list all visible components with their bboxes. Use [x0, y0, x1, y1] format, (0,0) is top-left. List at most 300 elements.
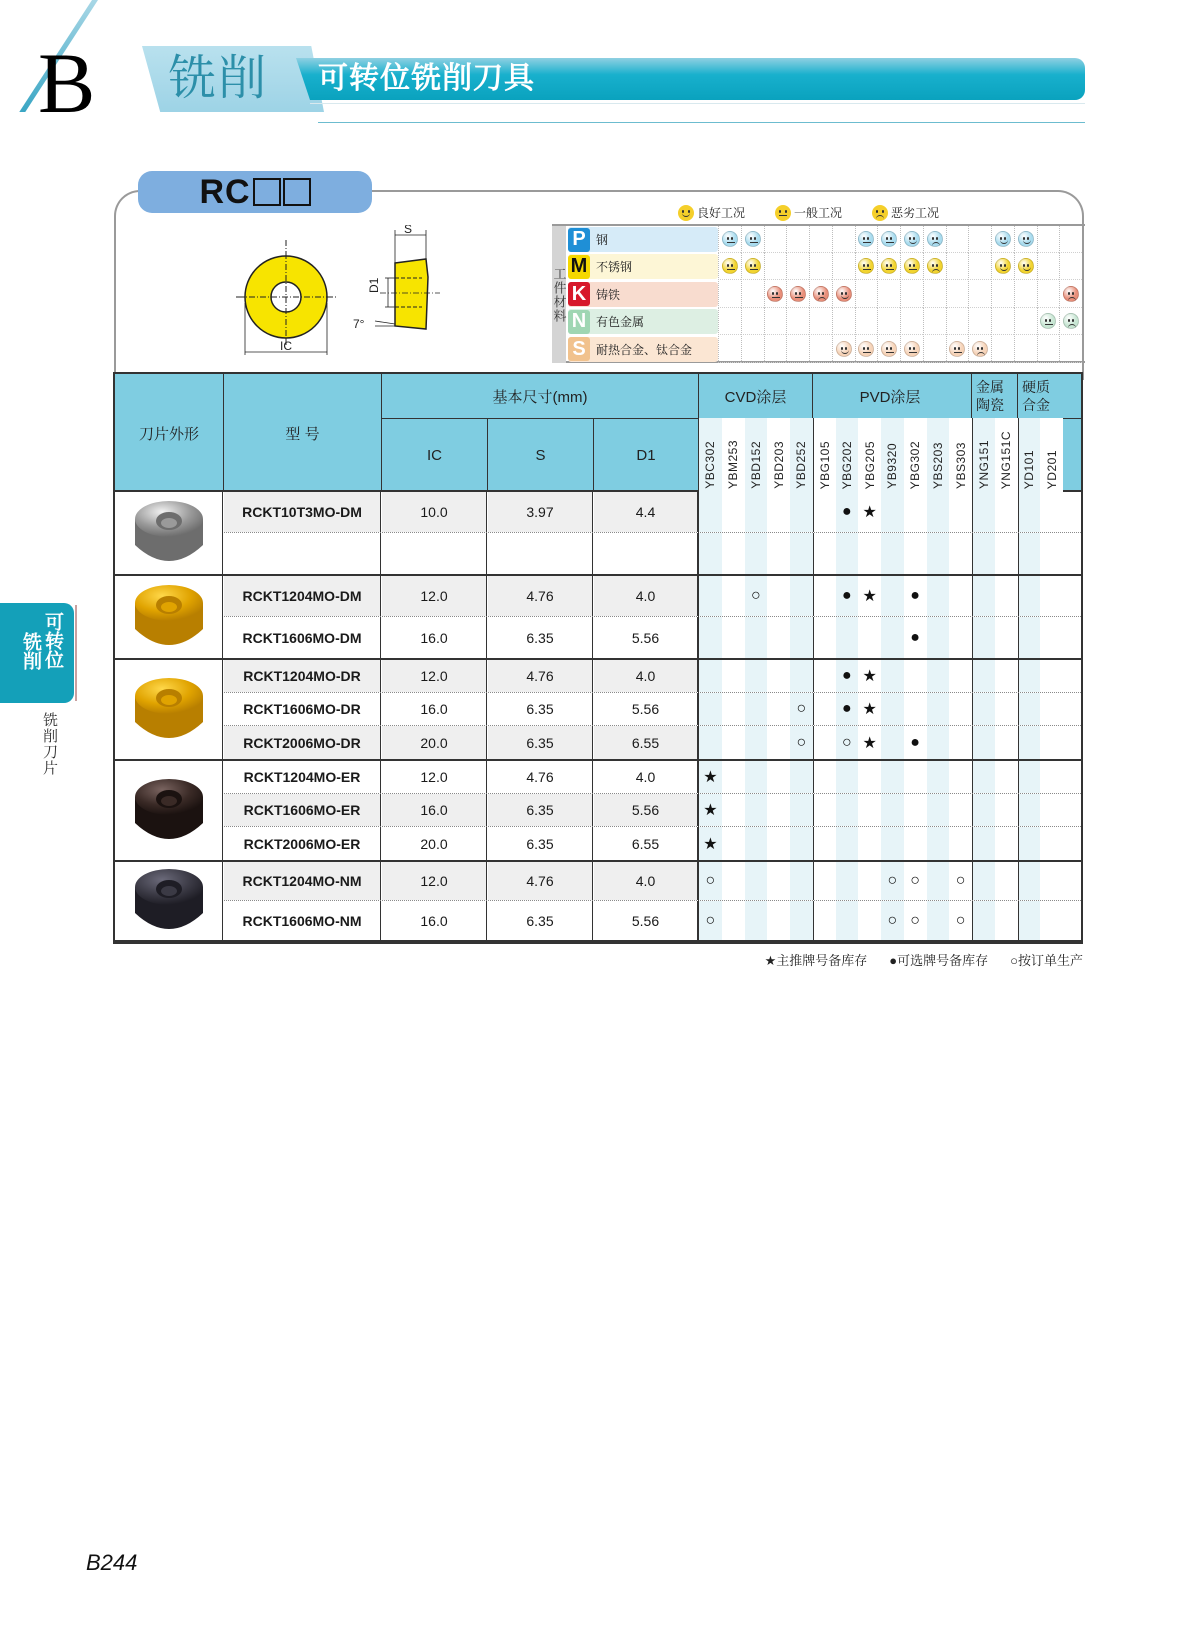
grade-mark-cell: ○: [790, 693, 813, 725]
svg-text:7°: 7°: [353, 317, 365, 331]
material-grade-cell: [764, 308, 787, 335]
ok-face-icon: [775, 205, 791, 221]
table-row[interactable]: [115, 533, 1081, 574]
ok-face-icon: [858, 341, 874, 357]
material-name-cell: [568, 309, 718, 334]
legend-main-stock: ★主推牌号备库存: [764, 953, 868, 968]
model-cell: RCKT1606MO-ER: [224, 794, 381, 826]
material-label: 有色金属: [596, 315, 645, 330]
grade-mark-cell: [722, 576, 745, 616]
grade-mark-cell: [699, 617, 722, 658]
ok-face-icon: [881, 341, 897, 357]
grade-mark-cell: [813, 726, 836, 759]
grade-mark-cell: [881, 492, 904, 532]
table-row[interactable]: [115, 761, 1081, 794]
material-grade-cell: [855, 253, 878, 280]
insert-photo-icon: [129, 674, 209, 746]
grade-mark-cell: [972, 726, 995, 759]
model-cell: RCKT1606MO-DM: [224, 617, 381, 658]
insert-spec-table: [113, 372, 1083, 944]
grade-header-ybc302: YBC302: [699, 418, 722, 492]
material-name-cell: [568, 337, 718, 362]
material-grade-cell: [900, 308, 923, 335]
grade-mark-cell: [972, 576, 995, 616]
material-grade-cell: [1014, 308, 1037, 335]
material-grade-cell: [1014, 336, 1037, 363]
material-grade-cell: [718, 308, 741, 335]
material-grade-cell: [809, 253, 832, 280]
legend-made-to-order: ○按订单生产: [1010, 953, 1083, 968]
grade-mark-cell: [972, 533, 995, 574]
grade-mark-cell: [722, 827, 745, 860]
material-grade-cell: [923, 336, 946, 363]
grade-mark-cell: ○: [955, 872, 966, 889]
grade-mark-cell: [699, 492, 722, 532]
header-cvd: CVD涂层: [724, 388, 787, 406]
grade-mark-cell: [995, 693, 1018, 725]
grade-mark-cell: [745, 533, 768, 574]
table-header: [115, 374, 1081, 492]
material-grade-cell: [923, 253, 946, 280]
s-cell: [488, 533, 593, 574]
svg-text:D1: D1: [367, 277, 381, 293]
material-grade-cell: [1059, 226, 1082, 253]
grade-mark-cell: [949, 693, 972, 725]
material-grade-cell: [1059, 281, 1082, 308]
material-label: 铸铁: [596, 287, 621, 302]
insert-photo-icon: [129, 865, 209, 937]
material-grade-cell: [923, 226, 946, 253]
s-cell: 6.35: [488, 794, 593, 826]
bad-face-icon: [927, 231, 943, 247]
bad-face-icon: [972, 341, 988, 357]
grade-header-ybg202: YBG202: [836, 418, 859, 492]
grade-mark-cell: ★: [862, 668, 877, 685]
ic-cell: 10.0: [382, 492, 487, 532]
grade-mark-cell: [767, 576, 790, 616]
model-cell: RCKT1204MO-ER: [224, 761, 381, 793]
s-cell: 6.35: [488, 617, 593, 658]
ic-cell: 16.0: [382, 617, 487, 658]
grade-mark-cell: [722, 862, 745, 900]
grade-mark-cell: [722, 726, 745, 759]
grade-mark-cell: [722, 660, 745, 692]
grade-mark-cell: [767, 794, 790, 826]
grade-mark-cell: [1018, 617, 1041, 658]
grade-mark-cell: [745, 617, 768, 658]
s-cell: 4.76: [488, 862, 593, 900]
grade-mark-cell: [1040, 827, 1063, 860]
table-row[interactable]: [115, 726, 1081, 759]
divider: [812, 374, 813, 418]
grade-mark-cell: ★: [862, 701, 877, 718]
grade-mark-cell: [1018, 794, 1041, 826]
ok-face-icon: [722, 231, 738, 247]
grade-mark-cell: [745, 693, 768, 725]
table-row[interactable]: [115, 660, 1081, 693]
material-side-label: 工件材料: [552, 226, 566, 363]
grade-mark-cell: [699, 726, 722, 759]
grade-header-ybd152: YBD152: [745, 418, 768, 492]
divider: [381, 374, 382, 492]
material-grade-cell: [991, 336, 1014, 363]
grade-mark-cell: [1040, 617, 1063, 658]
grade-mark-cell: [722, 492, 745, 532]
grade-mark-cell: [1018, 492, 1041, 532]
material-grade-cell: [1037, 336, 1060, 363]
material-grade-cell: [946, 308, 969, 335]
material-grade-cell: [946, 336, 969, 363]
ok-face-icon: [858, 231, 874, 247]
material-grade-cell: [741, 226, 764, 253]
gold-insert-image: [115, 576, 223, 658]
grade-mark-cell: [858, 761, 881, 793]
material-grade-cell: [832, 336, 855, 363]
material-grade-cell: [923, 281, 946, 308]
grade-mark-cell: [836, 617, 859, 658]
grade-mark-cell: ○: [881, 901, 904, 940]
grade-mark-cell: [881, 576, 904, 616]
banner-underline: [318, 122, 1085, 123]
ok-face-icon: [949, 341, 965, 357]
material-grade-cell: [718, 253, 741, 280]
material-grade-cell: [968, 281, 991, 308]
grade-header-yd101: YD101: [1018, 418, 1041, 492]
table-row[interactable]: [115, 794, 1081, 827]
grade-mark-cell: [1040, 761, 1063, 793]
divider: [593, 418, 594, 492]
grade-mark-cell: [790, 901, 813, 940]
grade-mark-cell: [904, 827, 927, 860]
grade-mark-cell: ★: [699, 761, 722, 793]
insert-group: [115, 862, 1081, 942]
material-grade-cell: [786, 253, 809, 280]
grade-header-yd201: YD201: [1040, 418, 1063, 492]
grade-mark-cell: [813, 617, 836, 658]
grade-mark-cell: [767, 901, 790, 940]
grade-header-ybd252: YBD252: [790, 418, 813, 492]
grade-mark-cell: [767, 617, 790, 658]
grade-mark-cell: [972, 660, 995, 692]
s-cell: 6.35: [488, 827, 593, 860]
legend-optional-stock: ●可选牌号备库存: [889, 953, 989, 968]
grade-mark-cell: [790, 794, 813, 826]
grade-mark-cell: [722, 693, 745, 725]
stock-legend: [765, 950, 1083, 969]
material-grade-cell: [832, 253, 855, 280]
grade-mark-cell: ★: [862, 734, 877, 752]
dark-gray-insert-image: [115, 862, 223, 940]
grade-header-ybg205: YBG205: [858, 418, 881, 492]
grade-mark-cell: [881, 617, 904, 658]
grade-header-ybs203: YBS203: [927, 418, 950, 492]
product-family-prefix: RC: [199, 172, 251, 211]
grade-mark-cell: ●: [910, 733, 920, 751]
header-d1: D1: [636, 446, 656, 464]
good-face-icon: [836, 341, 852, 357]
material-grade-cell: [946, 281, 969, 308]
grade-mark-cell: [881, 726, 904, 759]
section-title: 铣削: [168, 52, 269, 105]
grade-mark-cell: [745, 862, 768, 900]
ic-cell: [382, 533, 487, 574]
material-grade-cell: [877, 336, 900, 363]
d1-cell: 5.56: [594, 794, 698, 826]
d1-cell: 5.56: [594, 617, 698, 658]
material-grade-cell: [968, 336, 991, 363]
header-cermet: 金属陶瓷: [976, 379, 1004, 413]
banner-title: 可转位铣削刀具: [318, 62, 535, 95]
workpiece-material-chart: [552, 224, 1085, 363]
grade-mark-cell: ○: [836, 726, 859, 759]
grade-mark-cell: [745, 901, 768, 940]
grade-mark-cell: [836, 827, 859, 860]
table-row[interactable]: [115, 827, 1081, 860]
grade-mark-cell: [699, 660, 722, 692]
table-row[interactable]: [115, 693, 1081, 726]
grade-mark-cell: [858, 827, 881, 860]
header-s: S: [535, 446, 546, 464]
table-row[interactable]: [115, 492, 1081, 533]
insert-group: [115, 576, 1081, 660]
grade-mark-cell: ○: [955, 911, 966, 929]
ok-face-icon: [745, 258, 761, 274]
insert-top-view: [236, 240, 336, 355]
grade-mark-cell: [790, 576, 813, 616]
material-grade-cell: [832, 308, 855, 335]
material-grade-cell: [855, 281, 878, 308]
grade-mark-cell: ★: [862, 588, 877, 605]
material-grade-cell: [946, 253, 969, 280]
grade-mark-cell: [927, 862, 950, 900]
grade-mark-cell: [927, 660, 950, 692]
grade-mark-cell: [813, 794, 836, 826]
grade-mark-cell: [904, 761, 927, 793]
grade-mark-cell: [995, 761, 1018, 793]
grade-mark-cell: [836, 862, 859, 900]
grade-mark-cell: [722, 761, 745, 793]
legend-good: 良好工况: [678, 204, 745, 221]
grade-mark-cell: [767, 492, 790, 532]
grade-mark-cell: [881, 693, 904, 725]
divider: [381, 418, 698, 419]
grade-mark-cell: [949, 533, 972, 574]
grade-mark-cell: [972, 617, 995, 658]
grade-mark-cell: [995, 617, 1018, 658]
material-grade-cell: [764, 281, 787, 308]
table-row[interactable]: [115, 901, 1081, 940]
material-grade-cell: [991, 308, 1014, 335]
grade-mark-cell: ●: [910, 587, 920, 604]
d1-cell: 6.55: [594, 827, 698, 860]
grade-mark-cell: [949, 726, 972, 759]
grade-mark-cell: [972, 827, 995, 860]
material-grade-cell: [1037, 226, 1060, 253]
grade-mark-cell: [949, 761, 972, 793]
material-grade-cell: [900, 281, 923, 308]
material-row-p: [568, 226, 1082, 253]
grade-mark-cell: ○: [790, 726, 813, 759]
ok-face-icon: [745, 231, 761, 247]
insert-group: [115, 660, 1081, 761]
grade-header-ybd203: YBD203: [767, 418, 790, 492]
ok-face-icon: [790, 286, 806, 302]
grade-mark-cell: [995, 901, 1018, 940]
divider: [971, 374, 972, 418]
grade-mark-cell: [1040, 794, 1063, 826]
grade-mark-cell: [790, 617, 813, 658]
grade-mark-cell: [745, 492, 768, 532]
material-grade-cell: [968, 253, 991, 280]
grade-mark-cell: ○: [881, 862, 904, 900]
material-row-s: [568, 336, 1082, 363]
grade-mark-cell: [722, 617, 745, 658]
grade-mark-cell: [881, 794, 904, 826]
insert-technical-drawing: [236, 225, 456, 365]
grade-mark-cell: [972, 901, 995, 940]
good-face-icon: [836, 286, 852, 302]
material-grade-cell: [968, 308, 991, 335]
grade-mark-cell: [995, 576, 1018, 616]
bad-face-icon: [1063, 286, 1079, 302]
material-grade-cell: [877, 308, 900, 335]
grade-mark-cell: [767, 726, 790, 759]
insert-group: [115, 761, 1081, 862]
ok-face-icon: [858, 258, 874, 274]
grade-mark-cell: [995, 827, 1018, 860]
material-letter-badge: S: [568, 337, 590, 361]
material-grade-cell: [1014, 226, 1037, 253]
material-grade-cell: [741, 253, 764, 280]
ic-cell: 12.0: [382, 660, 487, 692]
d1-cell: 6.55: [594, 726, 698, 759]
insert-group: [115, 492, 1081, 576]
material-grade-cell: [877, 226, 900, 253]
s-cell: 4.76: [488, 761, 593, 793]
material-name-cell: [568, 227, 718, 252]
d1-cell: 4.0: [594, 660, 698, 692]
grade-mark-cell: [881, 761, 904, 793]
header-model: 型 号: [285, 425, 320, 443]
model-cell: RCKT1204MO-DM: [224, 576, 381, 616]
grade-mark-cell: [813, 576, 836, 616]
grade-mark-cell: [813, 693, 836, 725]
grade-mark-cell: [767, 827, 790, 860]
material-grade-cell: [741, 336, 764, 363]
good-face-icon: [995, 258, 1011, 274]
grade-mark-cell: [995, 492, 1018, 532]
material-grade-cell: [764, 226, 787, 253]
ic-cell: 20.0: [382, 827, 487, 860]
grade-mark-cell: [836, 901, 859, 940]
grade-mark-cell: [858, 617, 881, 658]
model-cell: RCKT2006MO-ER: [224, 827, 381, 860]
grade-mark-cell: [1040, 693, 1063, 725]
table-row[interactable]: [115, 617, 1081, 658]
material-grade-cell: [1059, 308, 1082, 335]
material-letter-badge: M: [568, 255, 590, 279]
material-letter-badge: N: [568, 310, 590, 334]
grade-mark-cell: ●: [836, 660, 859, 692]
d1-cell: 4.4: [594, 492, 698, 532]
grade-mark-cell: [995, 726, 1018, 759]
grade-mark-cell: [1040, 726, 1063, 759]
material-label: 耐热合金、钛合金: [596, 342, 693, 357]
ok-face-icon: [1040, 313, 1056, 329]
material-grade-cell: [809, 308, 832, 335]
grade-mark-cell: [927, 794, 950, 826]
grade-mark-cell: [1040, 862, 1063, 900]
grade-mark-cell: [881, 533, 904, 574]
ic-cell: 16.0: [382, 794, 487, 826]
legend-bad: 恶劣工况: [872, 204, 939, 221]
ic-cell: 12.0: [382, 761, 487, 793]
grade-mark-cell: [790, 862, 813, 900]
grade-mark-cell: [904, 794, 927, 826]
ok-face-icon: [722, 258, 738, 274]
header-dimensions: 基本尺寸(mm): [492, 388, 588, 406]
grade-mark-cell: [1018, 827, 1041, 860]
grade-mark-cell: [949, 492, 972, 532]
model-cell: RCKT1204MO-DR: [224, 660, 381, 692]
grade-mark-cell: [927, 617, 950, 658]
grade-mark-cell: [1040, 492, 1063, 532]
grade-mark-cell: [745, 726, 768, 759]
table-row[interactable]: [115, 862, 1081, 901]
grade-mark-cell: [995, 660, 1018, 692]
grade-mark-cell: [790, 492, 813, 532]
header-shape: 刀片外形: [138, 425, 199, 443]
grade-mark-cell: [836, 794, 859, 826]
bad-face-icon: [1063, 313, 1079, 329]
grade-mark-cell: [949, 576, 972, 616]
grade-mark-cell: [813, 660, 836, 692]
model-cell: RCKT2006MO-DR: [224, 726, 381, 759]
material-letter-badge: P: [568, 228, 590, 252]
d1-cell: 4.0: [594, 862, 698, 900]
bad-face-icon: [927, 258, 943, 274]
model-cell: RCKT1204MO-NM: [224, 862, 381, 900]
side-tab-bar: [75, 605, 77, 701]
page-number: B244: [86, 1550, 138, 1575]
material-label: 钢: [596, 233, 609, 247]
grade-mark-cell: [722, 901, 745, 940]
grade-mark-cell: [790, 533, 813, 574]
grade-mark-cell: [745, 827, 768, 860]
table-row[interactable]: [115, 576, 1081, 617]
grade-mark-cell: [836, 761, 859, 793]
material-row-k: [568, 281, 1082, 308]
grade-mark-cell: [699, 693, 722, 725]
grade-mark-cell: [972, 761, 995, 793]
dark-brown-insert-image: [115, 761, 223, 860]
grade-header-ybg105: YBG105: [813, 418, 836, 492]
material-grade-cell: [809, 281, 832, 308]
material-grade-cell: [900, 226, 923, 253]
placeholder-box: [253, 178, 281, 206]
ok-face-icon: [881, 258, 897, 274]
s-cell: 6.35: [488, 726, 593, 759]
legend-ok: 一般工况: [775, 204, 842, 221]
divider: [487, 418, 488, 492]
divider: [698, 492, 699, 942]
grade-header-yng151: YNG151: [972, 418, 995, 492]
grade-header-ybg302: YBG302: [904, 418, 927, 492]
grade-mark-cell: [1018, 726, 1041, 759]
grade-mark-cell: [767, 862, 790, 900]
grade-mark-cell: [722, 794, 745, 826]
material-grade-cell: [1014, 281, 1037, 308]
